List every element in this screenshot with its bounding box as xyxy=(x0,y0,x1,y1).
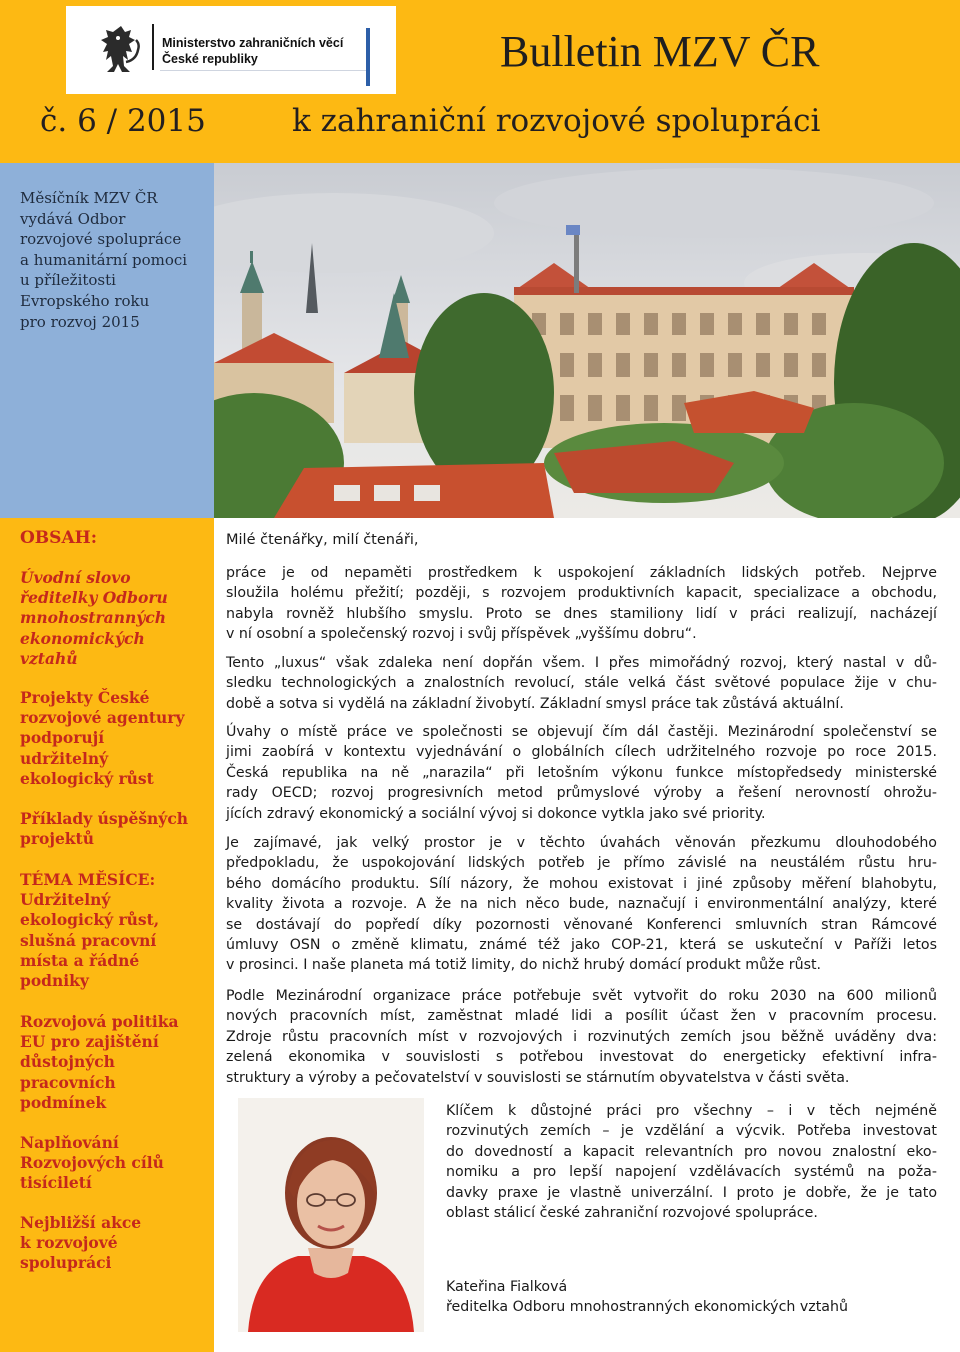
text-line: zelená ekonomika v souvislosti s potřebou investovat do energeticky efektivní infra- xyxy=(226,1049,937,1066)
logo-divider xyxy=(152,24,154,70)
text-line: Úvahy o místě práce ve společnosti se objevují čím dál častěji. Mezinárodní společenství se xyxy=(226,724,937,740)
toc-line: EU pro zajištění xyxy=(20,1032,159,1052)
toc-line: Nejbližší akce xyxy=(20,1213,142,1232)
toc-heading: OBSAH: xyxy=(20,528,97,548)
article-paragraph-1 xyxy=(226,563,937,645)
intro-line: Evropského roku xyxy=(20,291,150,310)
toc-line: podmínek xyxy=(20,1092,107,1112)
czech-lion-emblem-icon xyxy=(96,22,146,80)
toc-line: Rozvojových cílů xyxy=(20,1153,164,1173)
toc-line: spolupráci xyxy=(20,1253,112,1273)
toc-line: vztahů xyxy=(20,648,78,668)
ministry-logo xyxy=(66,6,396,94)
bulletin-title: Bulletin MZV ČR xyxy=(500,27,820,76)
toc-line: místa a řádné xyxy=(20,950,140,970)
toc-line: projektů xyxy=(20,829,94,849)
text-line: v prosinci. I naše planeta má totiž limity, do nichž hrubý domácí produkt může růst. xyxy=(226,957,822,974)
article-greeting: Milé čtenářky, milí čtenáři, xyxy=(226,532,419,548)
article-paragraph-2 xyxy=(226,653,937,714)
toc-line: Příklady úspěšných xyxy=(20,809,189,828)
text-line: do dovedností a kapacit relevantních pro novou znalostní eko- xyxy=(446,1143,937,1160)
article-paragraph-3 xyxy=(226,722,937,824)
intro-text xyxy=(20,188,205,332)
toc-line: k rozvojové xyxy=(20,1233,118,1253)
toc-line: Udržitelný xyxy=(20,890,111,910)
bulletin-subtitle: k zahraniční rozvojové spolupráci xyxy=(292,103,821,139)
text-line: rady OECD; rozvoj progresivních metod průmyslové výroby a řešení nerovností ohrožu- xyxy=(226,785,937,802)
intro-line: vydává Odbor xyxy=(20,209,126,228)
text-line: Podle Mezinárodní organizace práce potřebuje svět vytvořit do roku 2030 na 600 milionů xyxy=(226,988,937,1004)
text-line: jících zdravý ekonomický a sociální vývoj si dokonce vytkla jako své priority. xyxy=(226,805,766,822)
signature-name: Kateřina Fialková xyxy=(446,1279,568,1295)
text-line: struktury a výroby a pečovatelství v souvislosti se stárnutím obyvatelstva v části světa. xyxy=(226,1069,850,1086)
intro-line: rozvojové spolupráce xyxy=(20,230,182,249)
toc-item-projects-cra[interactable] xyxy=(20,688,212,789)
author-portrait-image xyxy=(238,1098,424,1332)
ministry-name-line2: České republiky xyxy=(162,52,258,66)
text-line: rozvinutých zemích – je vzdělání a výcvik. Potřeba investovat xyxy=(446,1123,937,1140)
toc-line: Naplňování xyxy=(20,1133,119,1152)
toc-item-eu-policy[interactable] xyxy=(20,1012,212,1113)
article-paragraph-5 xyxy=(226,986,937,1088)
toc-item-events[interactable] xyxy=(20,1213,212,1274)
toc-line: podporují xyxy=(20,728,105,748)
toc-line: Rozvojová politika xyxy=(20,1012,179,1031)
text-line: práce je od nepaměti prostředkem k uspokojení základních lidských potřeb. Nejprve xyxy=(226,565,937,581)
text-line: se dostávají do popředí díky pozornosti věnované Konferenci smluvních stran Rámcové xyxy=(226,916,937,933)
text-line: jimi zaobírá v kontextu vyjednávání o globálních cílech udržitelného rozvoje po roce 2015. xyxy=(226,744,937,761)
cover-photo-czernin-palace xyxy=(214,163,960,518)
toc-line: slušná pracovní xyxy=(20,930,157,950)
text-line: předpokladu, že uspokojování lidských potřeb je přímo závislé na neustálém růstu hru- xyxy=(226,855,937,872)
logo-rule xyxy=(160,70,366,71)
text-line: Česká republika na ně „narazila“ při letošním výkonu funkce místopředsedy ministerské xyxy=(226,764,937,781)
toc-line: podniky xyxy=(20,971,89,991)
text-line: úmluvy OSN o změně klimatu, známé též jako COP-21, která se uskuteční v Paříži letos xyxy=(226,937,937,954)
ministry-name-line1: Ministerstvo zahraničních věcí xyxy=(162,36,344,50)
text-line: Tento „luxus“ však zdaleka není dopřán všem. I přes mimořádný rozvoj, který nastal v dů- xyxy=(226,655,937,671)
toc-line: pracovních xyxy=(20,1072,116,1092)
toc-line: tisíciletí xyxy=(20,1173,92,1193)
toc-line: důstojných xyxy=(20,1052,115,1072)
toc-line: udržitelný xyxy=(20,748,109,768)
text-line: bého domácího produktu. Sílí názory, že mohou existovat i jiné způsoby měření blahobytu, xyxy=(226,875,937,892)
logo-accent-bar xyxy=(366,28,370,86)
toc-line: TÉMA MĚSÍCE: xyxy=(20,870,156,889)
toc-line: Projekty České xyxy=(20,688,150,707)
toc-line: ekologický růst, xyxy=(20,910,160,930)
article-paragraph-6 xyxy=(446,1101,937,1223)
text-line: Klíčem k důstojné práci pro všechny – i v těch nejméně xyxy=(446,1103,937,1119)
toc-item-theme[interactable] xyxy=(20,870,212,991)
cover-photo-image xyxy=(214,163,960,518)
text-line: sledku technologických a znalostních revolucí, stále velká část světové populace žije v chu- xyxy=(226,675,937,692)
toc-line: ekonomických xyxy=(20,628,145,648)
toc-line: ekologický růst xyxy=(20,768,154,788)
signature-title: ředitelka Odboru mnohostranných ekonomických vztahů xyxy=(446,1299,848,1315)
text-line: sloužila holému přežití; později, s rozvojem produktivních kapacit, specializace a obchodu, xyxy=(226,585,937,602)
toc-line: rozvojové agentury xyxy=(20,708,185,728)
text-line: nových pracovních míst, zaměstnat mladé lidi a posílit účast žen v pracovním procesu. xyxy=(226,1008,937,1025)
issue-number: č. 6 / 2015 xyxy=(40,103,206,139)
toc-line: ředitelky Odboru xyxy=(20,588,168,608)
text-line: době a sotva si vydělá na základní živobytí. Základní smysl práce tak zůstává aktuální. xyxy=(226,695,844,712)
text-line: kvality života a rozvoje. A že na nich něco bude, naznačují i environmentální analýzy, které xyxy=(226,896,937,913)
text-line: Zdroje růstu pracovních míst v rozvojových i rozvinutých zemích jsou běžně uváděny dva: xyxy=(226,1028,937,1045)
text-line: Je zajímavé, jak velký prostor je v těchto úvahách věnován přezkumu dlouhodobého xyxy=(226,835,937,851)
text-line: nomiku a pro lepší napojení vzdělávacích systémů na poža- xyxy=(446,1164,937,1181)
intro-line: a humanitární pomoci xyxy=(20,250,188,269)
toc-line: Úvodní slovo xyxy=(20,568,131,587)
article-paragraph-4 xyxy=(226,833,937,976)
text-line: nabyla rovněž hlubšího smyslu. Proto se dnes stamiliony lidí v práci realizují, nacházejí xyxy=(226,605,937,622)
text-line: v ní osobní a společenský rozvoj i svůj příspěvek „vyššímu dobru“. xyxy=(226,626,697,643)
toc-item-mdgs[interactable] xyxy=(20,1133,212,1194)
toc-line: mnohostranných xyxy=(20,608,166,628)
intro-line: Měsíčník MZV ČR xyxy=(20,189,158,207)
author-portrait xyxy=(238,1098,424,1332)
toc-item-success-stories[interactable] xyxy=(20,809,212,849)
text-line: davky praxe je vlastně univerzální. I proto je dobře, že je tato xyxy=(446,1184,937,1201)
toc-item-intro[interactable] xyxy=(20,568,212,669)
intro-line: pro rozvoj 2015 xyxy=(20,312,140,331)
intro-line: u příležitosti xyxy=(20,271,116,290)
text-line: oblast stálicí české zahraniční rozvojové spolupráce. xyxy=(446,1205,818,1222)
